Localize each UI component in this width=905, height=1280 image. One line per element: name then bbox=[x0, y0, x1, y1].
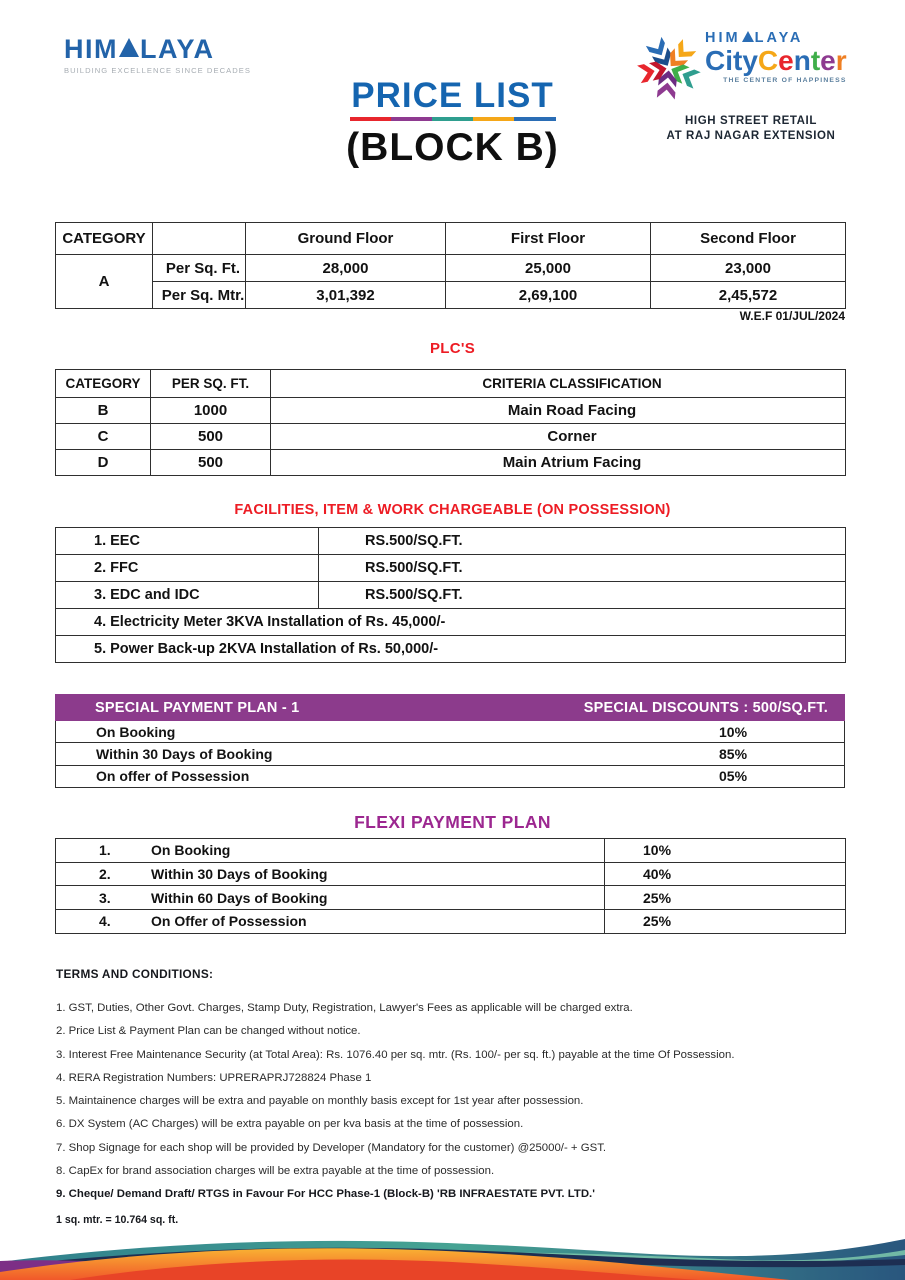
table-row bbox=[56, 398, 846, 424]
citycenter-tagline: THE CENTER OF HAPPINESS bbox=[723, 77, 847, 84]
table-row bbox=[56, 528, 846, 555]
plc-header-row bbox=[56, 370, 846, 398]
plc-table bbox=[55, 369, 846, 476]
plan-percent: 10% bbox=[605, 839, 846, 863]
price-table-header-category: CATEGORY bbox=[56, 223, 153, 255]
terms-item: 7. Shop Signage for each shop will be provided by Developer (Mandatory for the customer) @25000/- + GST. bbox=[56, 1141, 607, 1154]
table-row bbox=[56, 743, 844, 765]
table-row bbox=[56, 910, 846, 934]
table-row bbox=[56, 721, 844, 743]
flexi-plan-title: FLEXI PAYMENT PLAN bbox=[354, 812, 551, 832]
special-discounts-label: SPECIAL DISCOUNTS : 500/SQ.FT. bbox=[583, 699, 828, 716]
row-label: Per Sq. Ft. bbox=[153, 255, 246, 282]
himalaya-logo bbox=[64, 34, 251, 75]
facilities-section-title: FACILITIES, ITEM & WORK CHARGEABLE (ON POSSESSION) bbox=[234, 502, 671, 518]
facilities-table-section bbox=[55, 527, 846, 663]
special-plan-rows bbox=[55, 721, 845, 788]
plc-cell: 1000 bbox=[151, 398, 271, 424]
facility-item: 4. Electricity Meter 3KVA Installation of Rs. 45,000/- bbox=[56, 609, 846, 636]
facility-item: 1. EEC bbox=[56, 528, 319, 555]
price-cell: 3,01,392 bbox=[246, 282, 446, 309]
plan-milestone: 2. Within 30 Days of Booking bbox=[56, 862, 605, 886]
facility-value: RS.500/SQ.FT. bbox=[319, 555, 846, 582]
facility-item: 3. EDC and IDC bbox=[56, 582, 319, 609]
himalaya-logo-wordmark: HIM LAYA bbox=[64, 34, 215, 64]
terms-item: 8. CapEx for brand association charges will be extra payable at the time of possession. bbox=[56, 1165, 495, 1178]
special-plan-header-bar bbox=[55, 694, 845, 721]
table-row bbox=[56, 424, 846, 450]
price-table-section bbox=[55, 222, 846, 309]
terms-item: 3. Interest Free Maintenance Security (at Total Area): Rs. 1076.40 per sq. mtr. (Rs. 100/- per sq. ft.) payable at the time Of Possession. bbox=[56, 1048, 735, 1061]
price-cell: 28,000 bbox=[246, 255, 446, 282]
price-table-header-first: First Floor bbox=[446, 223, 651, 255]
plan-milestone: 1. On Booking bbox=[56, 839, 605, 863]
terms-item: 4. RERA Registration Numbers: UPRERAPRJ728824 Phase 1 bbox=[56, 1071, 372, 1084]
plan-milestone: Within 30 Days of Booking bbox=[96, 745, 273, 762]
title-underline bbox=[350, 117, 556, 121]
plan-milestone: 4. On Offer of Possession bbox=[56, 910, 605, 934]
price-table-header-second: Second Floor bbox=[651, 223, 846, 255]
facility-item: 2. FFC bbox=[56, 555, 319, 582]
price-table-header-ground: Ground Floor bbox=[246, 223, 446, 255]
citycenter-logo bbox=[637, 30, 865, 144]
plan-milestone: On offer of Possession bbox=[96, 768, 250, 785]
citycenter-himalaya-word: HIM LAYA bbox=[705, 30, 804, 46]
plan-percent: 10% bbox=[719, 723, 748, 740]
plc-cell: B bbox=[56, 398, 151, 424]
price-cell: 25,000 bbox=[446, 255, 651, 282]
page-subtitle: (BLOCK B) bbox=[346, 126, 559, 169]
table-row bbox=[56, 862, 846, 886]
plc-cell: Main Road Facing bbox=[271, 398, 846, 424]
row-label: Per Sq. Mtr. bbox=[153, 282, 246, 309]
triangle-a-icon bbox=[119, 38, 139, 57]
special-payment-plan-section bbox=[55, 694, 845, 788]
facility-item: 5. Power Back-up 2KVA Installation of Rs. 50,000/- bbox=[56, 636, 846, 663]
himalaya-logo-tagline: BUILDING EXCELLENCE SINCE DECADES bbox=[64, 66, 251, 75]
table-row bbox=[56, 886, 846, 910]
plan-percent: 25% bbox=[605, 910, 846, 934]
terms-title: TERMS AND CONDITIONS: bbox=[56, 967, 214, 981]
table-row bbox=[56, 255, 846, 282]
citycenter-subtitle: HIGH STREET RETAIL AT RAJ NAGAR EXTENSION bbox=[666, 115, 836, 142]
triangle-a-icon bbox=[742, 31, 754, 42]
terms-item: 6. DX System (AC Charges) will be extra payable on per kva basis at the time of possession. bbox=[56, 1118, 524, 1131]
effective-date: W.E.F 01/JUL/2024 bbox=[739, 309, 845, 323]
conversion-note: 1 sq. mtr. = 10.764 sq. ft. bbox=[56, 1214, 179, 1227]
plc-cell: 500 bbox=[151, 450, 271, 476]
table-row bbox=[56, 450, 846, 476]
citycenter-pinwheel-icon bbox=[637, 36, 701, 100]
plan-milestone: 3. Within 60 Days of Booking bbox=[56, 886, 605, 910]
plc-header-criteria: CRITERIA CLASSIFICATION bbox=[271, 370, 846, 398]
flexi-plan-table bbox=[55, 838, 846, 934]
plc-cell: 500 bbox=[151, 424, 271, 450]
plan-percent: 05% bbox=[719, 768, 748, 785]
price-table-header-row bbox=[56, 223, 846, 255]
terms-item: 9. Cheque/ Demand Draft/ RTGS in Favour For HCC Phase-1 (Block-B) 'RB INFRAESTATE PVT. LTD.' bbox=[56, 1188, 595, 1201]
plc-cell: Main Atrium Facing bbox=[271, 450, 846, 476]
terms-item: 5. Maintainence charges will be extra and payable on monthly basis except for 1st year after possession. bbox=[56, 1095, 584, 1108]
terms-item: 1. GST, Duties, Other Govt. Charges, Stamp Duty, Registration, Lawyer's Fees as applicable will be charged extra. bbox=[56, 1002, 633, 1014]
table-row bbox=[56, 766, 844, 787]
table-row bbox=[56, 609, 846, 636]
plc-table-section bbox=[55, 369, 846, 476]
plan-percent: 85% bbox=[719, 745, 748, 762]
table-row bbox=[56, 555, 846, 582]
page-title: PRICE LIST bbox=[351, 76, 554, 115]
price-table bbox=[55, 222, 846, 309]
table-row bbox=[56, 636, 846, 663]
plc-cell: C bbox=[56, 424, 151, 450]
flexi-plan-section bbox=[55, 838, 846, 934]
facility-value: RS.500/SQ.FT. bbox=[319, 528, 846, 555]
terms-section bbox=[56, 967, 866, 1226]
table-row bbox=[56, 839, 846, 863]
special-plan-title: SPECIAL PAYMENT PLAN - 1 bbox=[95, 699, 300, 716]
citycenter-wordmark: CityCenter bbox=[705, 45, 847, 76]
plc-cell: D bbox=[56, 450, 151, 476]
bottom-wave-graphic bbox=[0, 1232, 905, 1280]
plc-section-title: PLC'S bbox=[429, 340, 476, 357]
price-cell: 2,45,572 bbox=[651, 282, 846, 309]
price-category-value: A bbox=[56, 255, 153, 309]
plc-header-rate: PER SQ. FT. bbox=[151, 370, 271, 398]
plc-cell: Corner bbox=[271, 424, 846, 450]
facility-value: RS.500/SQ.FT. bbox=[319, 582, 846, 609]
price-cell: 2,69,100 bbox=[446, 282, 651, 309]
price-table-header-empty bbox=[153, 223, 246, 255]
plan-milestone: On Booking bbox=[96, 723, 176, 740]
table-row bbox=[56, 582, 846, 609]
plc-header-category: CATEGORY bbox=[56, 370, 151, 398]
plan-percent: 40% bbox=[605, 862, 846, 886]
terms-item: 2. Price List & Payment Plan can be changed without notice. bbox=[56, 1025, 361, 1038]
table-row bbox=[56, 282, 846, 309]
facilities-table bbox=[55, 527, 846, 663]
plan-percent: 25% bbox=[605, 886, 846, 910]
price-cell: 23,000 bbox=[651, 255, 846, 282]
